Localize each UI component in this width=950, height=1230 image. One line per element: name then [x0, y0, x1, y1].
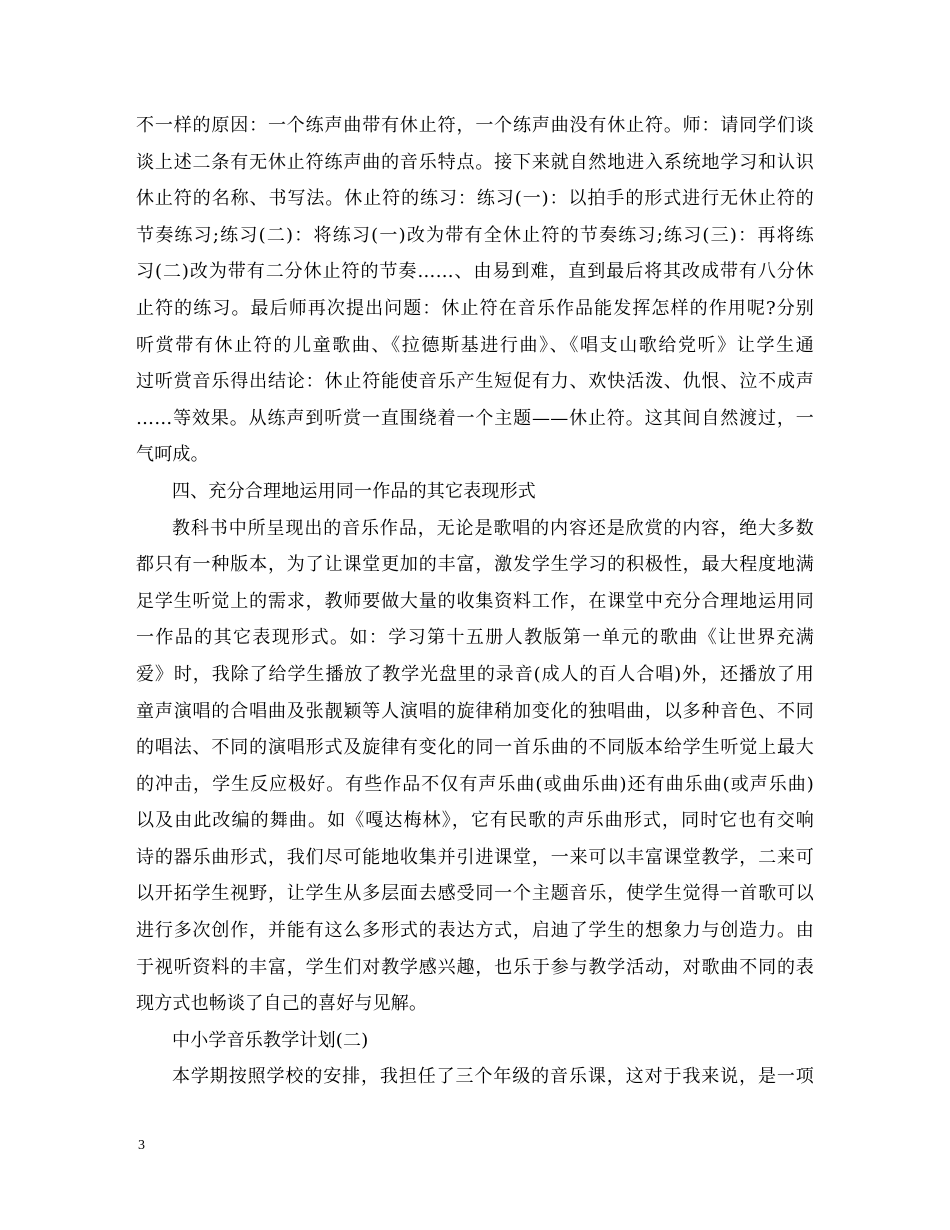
text-line: 于视听资料的丰富，学生们对教学感兴趣，也乐于参与教学活动，对歌曲不同的表 [136, 956, 814, 978]
text-line: 听赏带有休止符的儿童歌曲、《拉德斯基进行曲》、《唱支山歌给党听》让学生通 [136, 334, 814, 356]
text-line: 过听赏音乐得出结论：休止符能使音乐产生短促有力、欢快活泼、仇恨、泣不成声 [136, 371, 814, 393]
plan-heading: 中小学音乐教学计划(二) [172, 1029, 369, 1051]
text-line: 气呵成。 [136, 444, 209, 466]
text-line: 进行多次创作，并能有这么多形式的表达方式，启迪了学生的想象力与创造力。由 [136, 920, 814, 942]
text-line: 教科书中所呈现出的音乐作品，无论是歌唱的内容还是欣赏的内容，绝大多数 [172, 517, 814, 539]
text-line: 以及由此改编的舞曲。如《嘎达梅林》，它有民歌的声乐曲形式，同时它也有交响 [136, 810, 814, 832]
text-line: 诗的器乐曲形式，我们尽可能地收集并引进课堂，一来可以丰富课堂教学，二来可 [136, 846, 814, 868]
text-line: 爱》时，我除了给学生播放了教学光盘里的录音(成人的百人合唱)外，还播放了用 [136, 663, 814, 685]
text-line: 节奏练习;练习(二)：将练习(一)改为带有全休止符的节奏练习;练习(三)：再将练 [136, 224, 814, 246]
paragraph-rest-symbol-practice [136, 108, 814, 474]
text-line: 都只有一种版本，为了让课堂更加的丰富，激发学生学习的积极性，最大程度地满 [136, 554, 814, 576]
text-line: 本学期按照学校的安排，我担任了三个年级的音乐课，这对于我来说，是一项 [172, 1066, 814, 1088]
text-line: 习(二)改为带有二分休止符的节奏……、由易到难，直到最后将其改成带有八分休 [136, 261, 814, 283]
text-line: 足学生听觉上的需求，教师要做大量的收集资料工作，在课堂中充分合理地运用同 [136, 590, 814, 612]
text-line: 以开拓学生视野，让学生从多层面去感受同一个主题音乐，使学生觉得一首歌可以 [136, 883, 814, 905]
text-line: 休止符的名称、书写法。休止符的练习：练习(一)：以拍手的形式进行无休止符的 [136, 188, 814, 210]
document-page [136, 108, 814, 1096]
page-number: 3 [138, 1138, 145, 1153]
text-line: 童声演唱的合唱曲及张靓颖等人演唱的旋律稍加变化的独唱曲，以多种音色、不同 [136, 700, 814, 722]
paragraph-other-forms [136, 511, 814, 1023]
text-line: 谈上述二条有无休止符练声曲的音乐特点。接下来就自然地进入系统地学习和认识 [136, 151, 814, 173]
section-heading-four: 四、充分合理地运用同一作品的其它表现形式 [172, 480, 536, 502]
text-line: 不一样的原因：一个练声曲带有休止符，一个练声曲没有休止符。师：请同学们谈 [136, 115, 814, 136]
text-line: 止符的练习。最后师再次提出问题：休止符在音乐作品能发挥怎样的作用呢?分别 [136, 297, 814, 319]
text-line: 一作品的其它表现形式。如：学习第十五册人教版第一单元的歌曲《让世界充满 [136, 627, 814, 649]
text-line: 现方式也畅谈了自己的喜好与见解。 [136, 993, 428, 1015]
paragraph-plan-intro [136, 1059, 814, 1096]
text-line: 的唱法、不同的演唱形式及旋律有变化的同一首乐曲的不同版本给学生听觉上最大 [136, 737, 814, 759]
text-line: 的冲击，学生反应极好。有些作品不仅有声乐曲(或曲乐曲)还有曲乐曲(或声乐曲) [136, 773, 814, 795]
text-line: ……等效果。从练声到听赏一直围绕着一个主题——休止符。这其间自然渡过，一 [136, 407, 814, 429]
